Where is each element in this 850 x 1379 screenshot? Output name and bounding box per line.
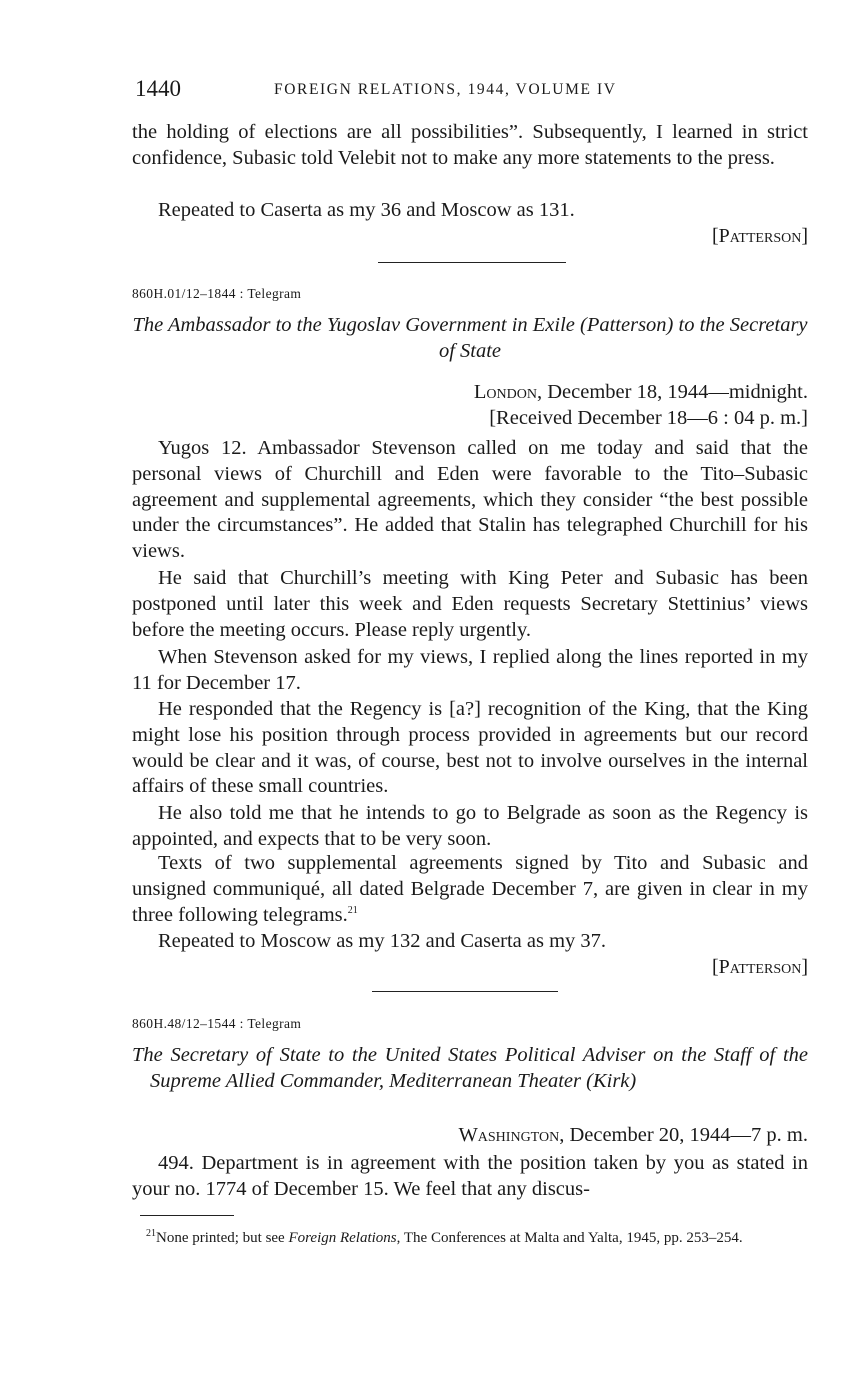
section-divider bbox=[378, 262, 566, 263]
section-divider bbox=[372, 991, 558, 992]
running-head: FOREIGN RELATIONS, 1944, VOLUME IV bbox=[274, 81, 617, 98]
continuation-paragraph: the holding of elections are all possibilities”. Subsequently, I learned in strict confidence, Subasic told Velebit not to make any more statements to the press. bbox=[132, 121, 808, 169]
dateline-date-2: , December 20, 1944—7 p. m. bbox=[559, 1124, 808, 1146]
body-paragraph: He said that Churchill’s meeting with King Peter and Subasic has been postponed until later this week and Eden requests Secretary Stettinius’ views before the meeting occurs. Please reply urgently. bbox=[132, 567, 808, 641]
dateline-date-1: , December 18, 1944—midnight. bbox=[536, 381, 808, 403]
dateline-place-2: Washington bbox=[458, 1124, 560, 1146]
body-paragraph-with-footnote: Texts of two supplemental agreements signed by Tito and Subasic and unsigned communiqué, all dated Belgrade December 7, are given in clear in my three following telegrams.$^{21}$ bbox=[132, 852, 808, 926]
page-header bbox=[132, 76, 808, 106]
continuation-repeated: Repeated to Caserta as my 36 and Moscow as 131. bbox=[158, 199, 575, 221]
body-paragraph: 494. Department is in agreement with the position taken by you as stated in your no. 1774 of December 15. We feel that any discus- bbox=[132, 1152, 808, 1200]
body-paragraph: Yugos 12. Ambassador Stevenson called on me today and said that the personal views of Churchill and Eden were favorable to the Tito–Subasic agreement and supplemental agreements, which they consider “the best possible under the circumstances”. He added that Stalin has telegraphed Churchill for his views. bbox=[132, 437, 808, 563]
body-paragraph: Repeated to Moscow as my 132 and Caserta as my 37. bbox=[158, 930, 607, 952]
footnote-marker: 21 bbox=[146, 1228, 156, 1239]
document-title-1: The Ambassador to the Yugoslav Government in Exile (Patterson) to the Secretary of State bbox=[132, 314, 808, 362]
document-id-1: 860H.01/12–1844 : Telegram bbox=[132, 286, 302, 301]
dateline-1 bbox=[474, 379, 808, 405]
body-paragraph: He responded that the Regency is [a?] recognition of the King, that the King might lose his position through process provided in agreements but our record would be clear and it was, of course, best not to involve ourselves in the internal affairs of these small countries. bbox=[132, 698, 808, 798]
document-id-2: 860H.48/12–1544 : Telegram bbox=[132, 1016, 302, 1031]
body-paragraph: When Stevenson asked for my views, I replied along the lines reported in my 11 for December 17. bbox=[132, 646, 808, 694]
dateline-2 bbox=[458, 1122, 808, 1148]
body-paragraph: He also told me that he intends to go to Belgrade as soon as the Regency is appointed, and expects that to be very soon. bbox=[132, 802, 808, 850]
received-line: [Received December 18—6 : 04 p. m.] bbox=[489, 407, 808, 429]
page-number: 1440 bbox=[135, 76, 181, 101]
document-title-2: The Secretary of State to the United States Political Adviser on the Staff of the Supreme Allied Commander, Mediterranean Theater (Kirk) bbox=[132, 1044, 808, 1092]
footnote: $^{21}$None printed; but see Foreign Relations, The Conferences at Malta and Yalta, 1945, pp. 253–254. bbox=[146, 1228, 743, 1246]
footnote-reference: 21 bbox=[347, 904, 358, 916]
signature-patterson-2: [Patterson] bbox=[711, 956, 808, 978]
footnote-divider bbox=[140, 1215, 234, 1216]
signature-patterson-1: [Patterson] bbox=[711, 225, 808, 247]
dateline-place-1: London bbox=[473, 381, 537, 403]
